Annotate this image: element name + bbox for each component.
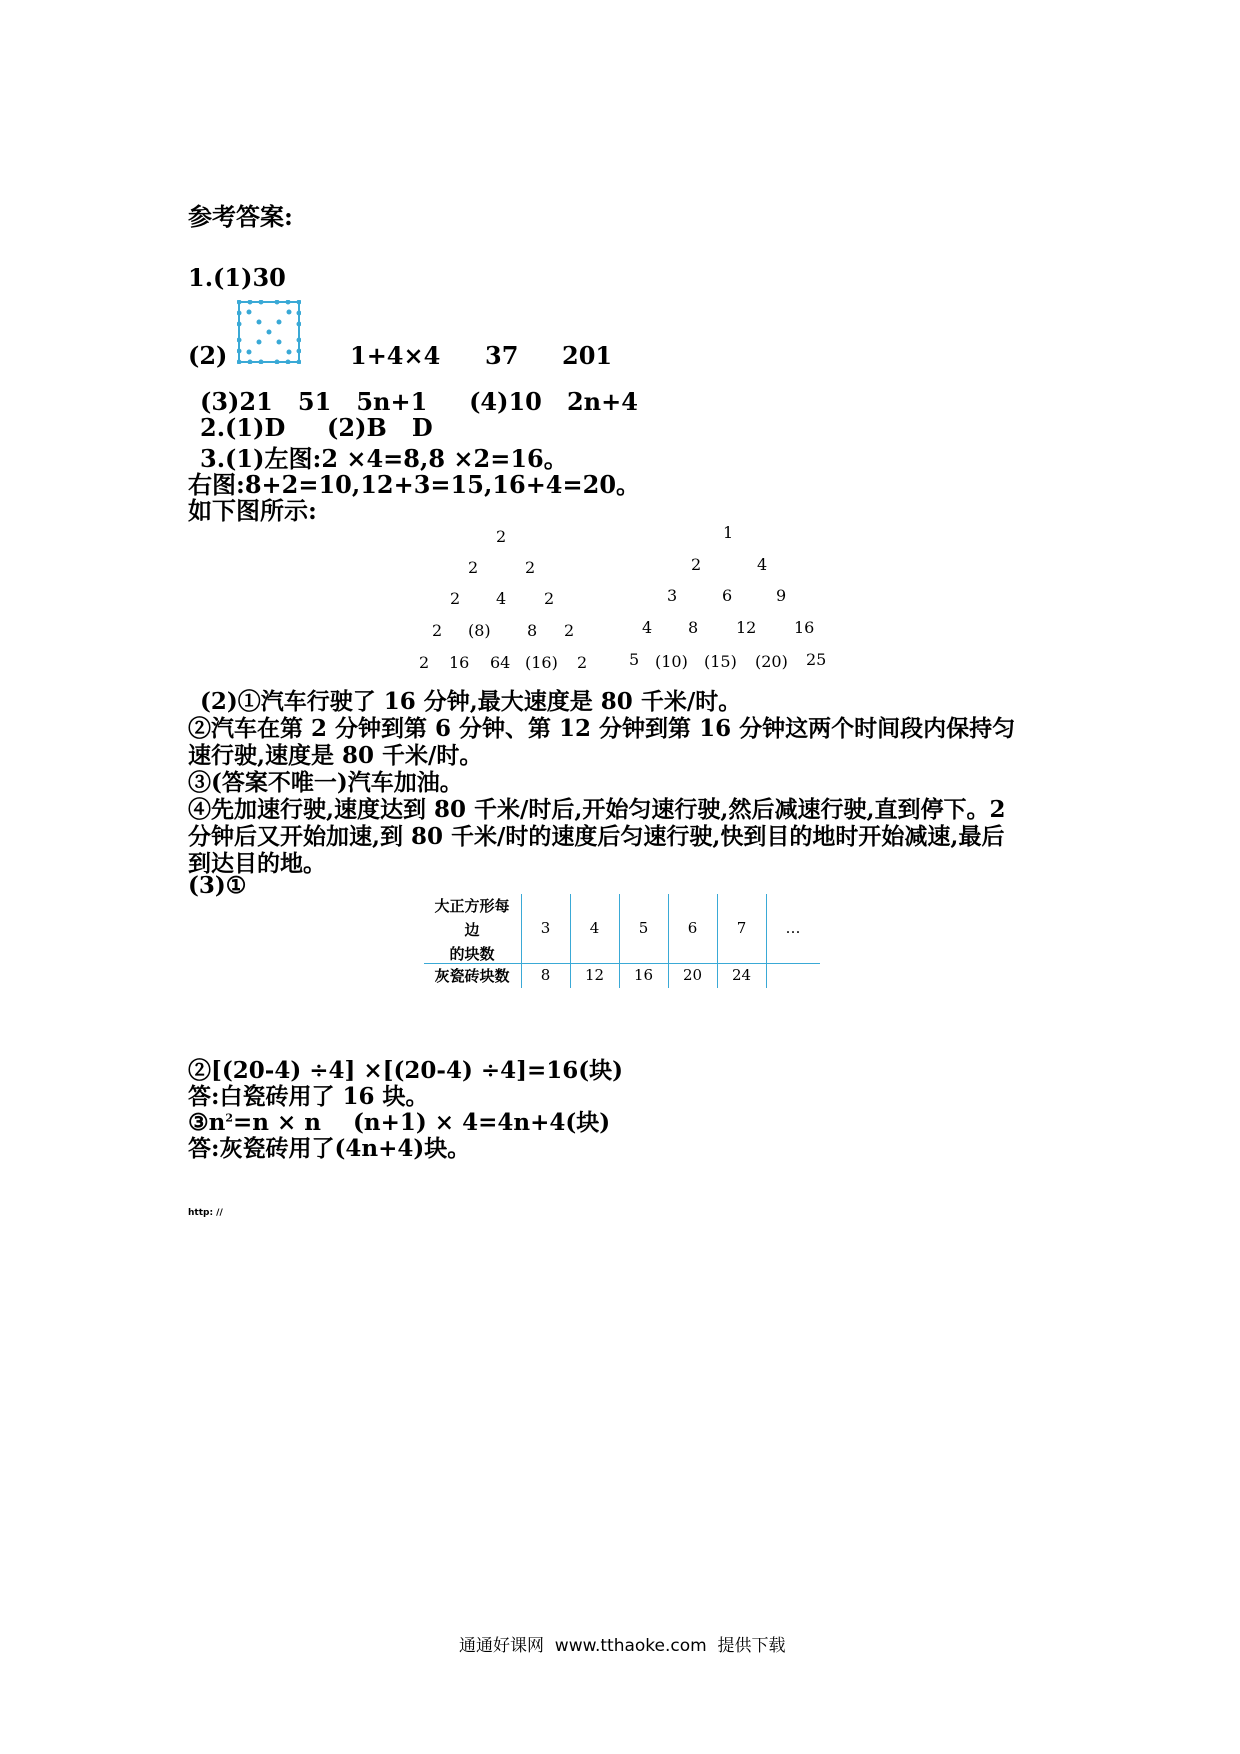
- q1-part1: 1.(1)30: [188, 263, 286, 292]
- triangle-number: 2: [468, 558, 479, 577]
- formula-rest: =n × n (n+1) × 4=4n+4(块): [233, 1109, 611, 1136]
- table-cell: 5: [638, 919, 649, 937]
- page-footer: 通通好课网 www.tthaoke.com 提供下载: [459, 1636, 786, 1656]
- triangle-number: 2: [525, 558, 536, 577]
- triangle-number: 16: [449, 653, 470, 672]
- formula-base: ③n: [188, 1109, 226, 1136]
- triangle-number: 4: [757, 555, 768, 574]
- header-line: 边: [464, 921, 480, 939]
- table-cell: 7: [736, 919, 747, 937]
- triangle-number: 2: [564, 621, 575, 640]
- triangle-number: 12: [736, 618, 757, 637]
- table-cell: 24: [731, 966, 752, 984]
- q3-p3-label: (3)①: [188, 872, 247, 899]
- q1-part2-label: (2): [188, 341, 228, 370]
- q1-part2-answer: 201: [562, 341, 613, 370]
- q3-p3-item3-answer: 答:灰瓷砖用了(4n+4)块。: [188, 1135, 471, 1162]
- table-cell: 3: [540, 919, 551, 937]
- triangle-number: 5: [629, 650, 640, 669]
- triangle-number: 2: [577, 653, 588, 672]
- triangle-number: 4: [496, 589, 507, 608]
- triangle-number: 2: [432, 621, 443, 640]
- table-divider: [766, 894, 767, 988]
- triangle-number: 16: [794, 618, 815, 637]
- triangle-number: 2: [419, 653, 430, 672]
- q3-p2-item2: ②汽车在第 2 分钟到第 6 分钟、第 12 分钟到第 16 分钟这两个时间段内保持匀: [188, 715, 1016, 742]
- triangle-number: 2: [496, 527, 507, 546]
- table-header-cell: [424, 894, 520, 966]
- triangle-number: 8: [688, 618, 699, 637]
- triangle-number: 2: [544, 589, 555, 608]
- header-line: 的块数: [449, 945, 495, 963]
- q3-p2-item1: (2)①汽车行驶了 16 分钟,最大速度是 80 千米/时。: [200, 688, 742, 715]
- triangle-number: (20): [755, 652, 788, 671]
- triangle-number: 3: [667, 586, 678, 605]
- small-url-text: http: //: [188, 1208, 223, 1218]
- table-cell: 20: [682, 966, 703, 984]
- table-cell: 12: [584, 966, 605, 984]
- page-heading: 参考答案:: [188, 202, 293, 231]
- table-divider: [424, 963, 820, 964]
- table-cell: 4: [589, 919, 600, 937]
- q3-p2-item4: ④先加速行驶,速度达到 80 千米/时后,开始匀速行驶,然后减速行驶,直到停下。2: [188, 796, 1006, 823]
- q3-p2-item2-cont: 速行驶,速度是 80 千米/时。: [188, 742, 483, 769]
- table-cell: 8: [540, 966, 551, 984]
- triangle-number: (10): [655, 652, 688, 671]
- q2-answers: 2.(1)D (2)B D: [200, 413, 433, 442]
- q1-part2-answer: 1+4×4: [350, 341, 441, 370]
- q3-p2-item3: ③(答案不唯一)汽车加油。: [188, 769, 463, 796]
- q3-line2: 右图:8+2=10,12+3=15,16+4=20。: [188, 470, 641, 499]
- formula-exponent: 2: [225, 1111, 233, 1125]
- q3-p3-item2: ②[(20-4) ÷4] ×[(20-4) ÷4]=16(块): [188, 1057, 624, 1084]
- dotted-square-figure: [237, 300, 301, 364]
- table-header-cell: 灰瓷砖块数: [434, 967, 510, 985]
- triangle-number: 64: [490, 653, 511, 672]
- q1-part2-answer: 37: [485, 341, 519, 370]
- table-cell: 16: [633, 966, 654, 984]
- triangle-number: 8: [527, 621, 538, 640]
- triangle-number: 2: [691, 555, 702, 574]
- q3-line3: 如下图所示:: [188, 496, 317, 525]
- triangle-number: (8): [468, 621, 491, 640]
- triangle-number: (15): [704, 652, 737, 671]
- table-cell: …: [785, 919, 801, 937]
- q1-part3-4: (3)21 51 5n+1 (4)10 2n+4: [200, 387, 638, 416]
- table-cell: 6: [687, 919, 698, 937]
- q3-p2-item4-cont: 分钟后又开始加速,到 80 千米/时的速度后匀速行驶,快到目的地时开始减速,最后: [188, 823, 1005, 850]
- header-line: 大正方形每: [434, 897, 510, 915]
- triangle-number: 4: [642, 618, 653, 637]
- triangle-number: 6: [722, 586, 733, 605]
- q3-line1: 3.(1)左图:2 ×4=8,8 ×2=16。: [200, 444, 568, 473]
- q3-p3-item2-answer: 答:白瓷砖用了 16 块。: [188, 1083, 429, 1110]
- triangle-number: (16): [525, 653, 558, 672]
- q3-p2-item4-cont: 到达目的地。: [188, 850, 326, 877]
- triangle-number: 2: [450, 589, 461, 608]
- triangle-number: 1: [723, 523, 734, 542]
- triangle-number: 9: [776, 586, 787, 605]
- triangle-number: 25: [806, 650, 827, 669]
